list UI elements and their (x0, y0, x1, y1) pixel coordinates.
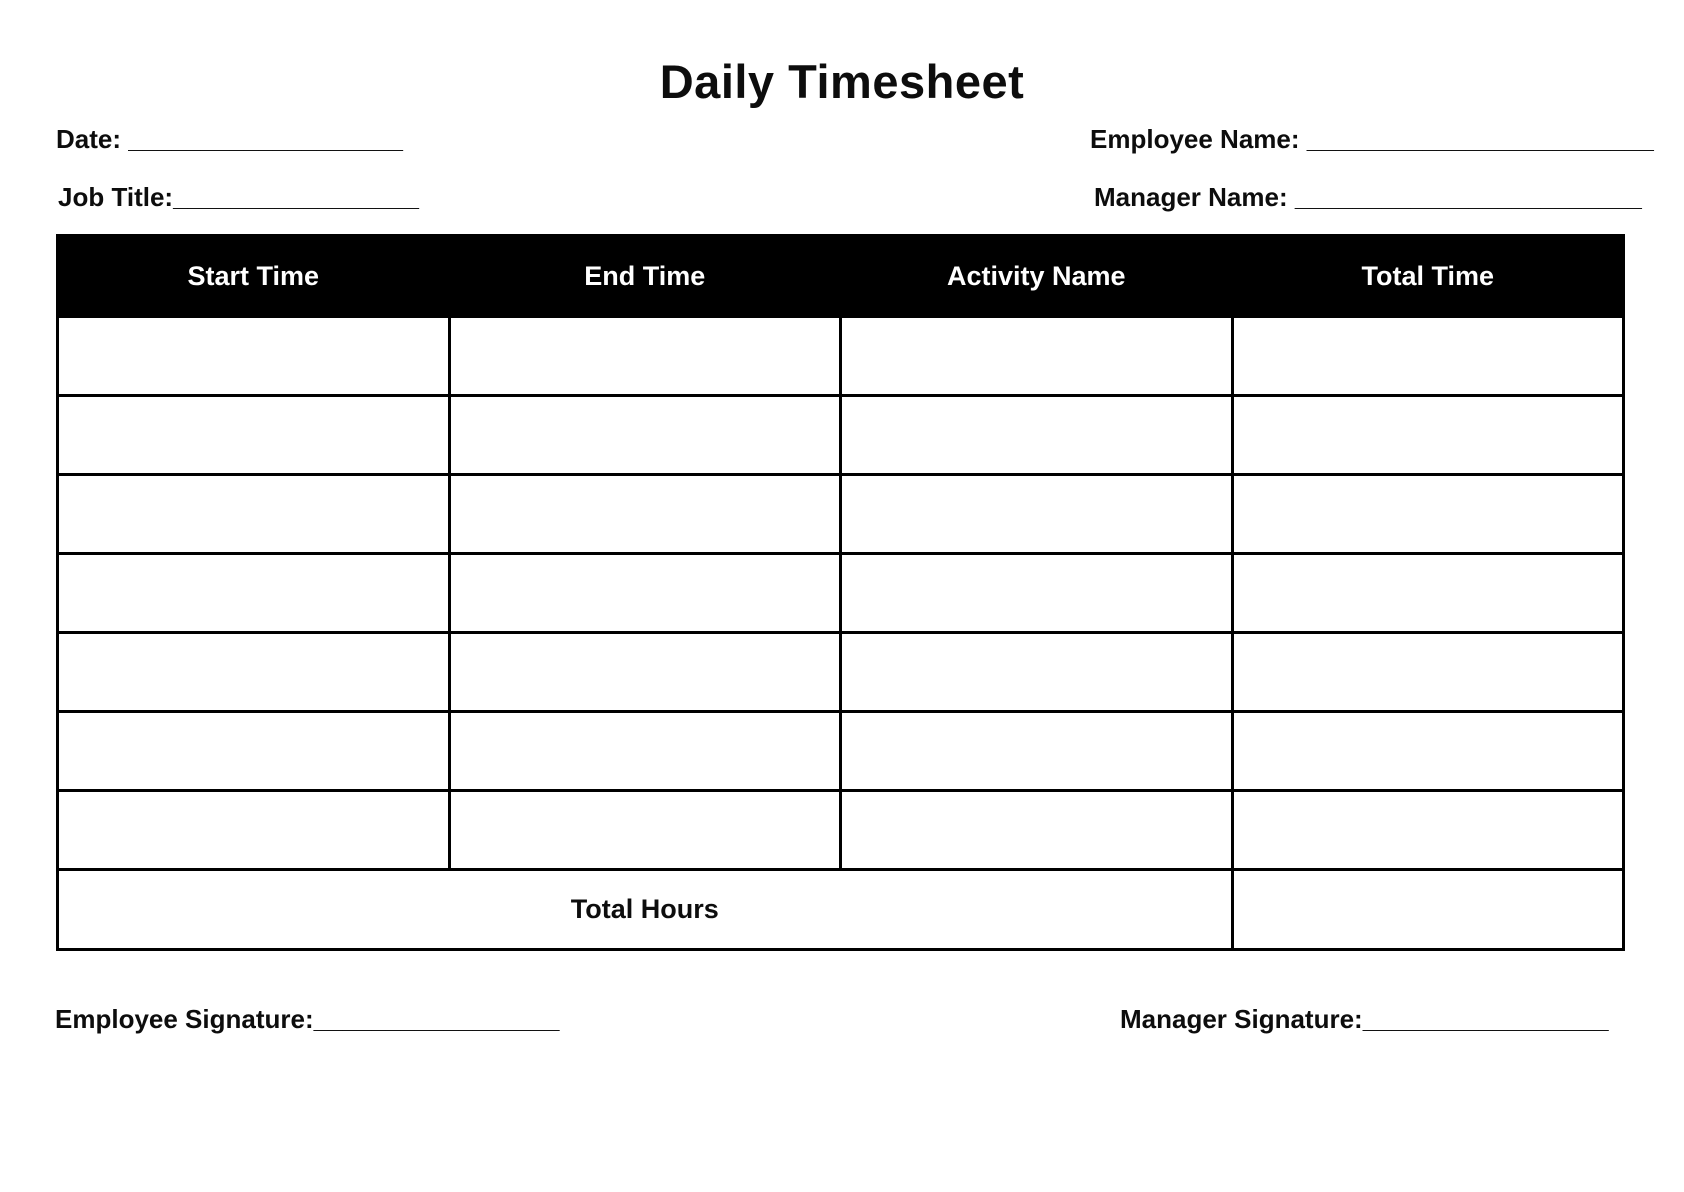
timesheet-empty-row (58, 712, 1624, 791)
timesheet-empty-cell (841, 633, 1233, 712)
manager-signature-blank-line: _________________ (1362, 1004, 1609, 1034)
timesheet-empty-row (58, 396, 1624, 475)
timesheet-empty-row (58, 633, 1624, 712)
timesheet-empty-cell (841, 554, 1233, 633)
timesheet-header-row (58, 236, 1624, 317)
timesheet-empty-row (58, 791, 1624, 870)
timesheet-empty-cell (58, 712, 450, 791)
column-header-activity-name: Activity Name (841, 236, 1233, 317)
timesheet-empty-cell (449, 554, 841, 633)
timesheet-empty-cell (449, 396, 841, 475)
timesheet-empty-cell (58, 317, 450, 396)
timesheet-empty-row (58, 475, 1624, 554)
timesheet-body (58, 317, 1624, 870)
manager-name-blank-line: ________________________ (1294, 182, 1642, 212)
timesheet-empty-row (58, 554, 1624, 633)
column-header-total-time: Total Time (1232, 236, 1624, 317)
timesheet-empty-cell (58, 475, 450, 554)
timesheet-empty-cell (1232, 633, 1624, 712)
timesheet-empty-cell (1232, 554, 1624, 633)
timesheet-empty-cell (449, 317, 841, 396)
total-hours-label: Total Hours (58, 870, 1233, 950)
timesheet-empty-cell (58, 554, 450, 633)
timesheet-empty-row (58, 317, 1624, 396)
timesheet-empty-cell (58, 633, 450, 712)
timesheet-empty-cell (58, 396, 450, 475)
timesheet-empty-cell (449, 475, 841, 554)
employee-signature-blank-line: _________________ (313, 1004, 560, 1034)
timesheet-empty-cell (1232, 396, 1624, 475)
timesheet-empty-cell (58, 791, 450, 870)
timesheet-empty-cell (1232, 317, 1624, 396)
date-field (56, 124, 403, 155)
total-hours-row (58, 870, 1624, 950)
timesheet-empty-cell (841, 712, 1233, 791)
employee-name-field (1090, 124, 1654, 155)
timesheet-table (56, 234, 1625, 951)
timesheet-empty-cell (449, 712, 841, 791)
date-blank-line: ___________________ (128, 124, 403, 154)
employee-name-label: Employee Name: (1090, 124, 1307, 154)
job-title-label: Job Title: (58, 182, 174, 212)
column-header-end-time: End Time (449, 236, 841, 317)
page-title: Daily Timesheet (659, 55, 1025, 108)
column-header-start-time: Start Time (58, 236, 450, 317)
date-label: Date: (56, 124, 129, 154)
timesheet-empty-cell (841, 317, 1233, 396)
employee-signature-label: Employee Signature: (55, 1004, 314, 1034)
timesheet-empty-cell (1232, 475, 1624, 554)
total-hours-value-cell (1232, 870, 1624, 950)
job-title-blank-line: _________________ (173, 182, 419, 212)
timesheet-empty-cell (841, 791, 1233, 870)
employee-name-blank-line: ________________________ (1306, 124, 1654, 154)
timesheet-empty-cell (449, 633, 841, 712)
manager-signature-field (1120, 1004, 1609, 1035)
employee-signature-field (55, 1004, 559, 1035)
job-title-field (58, 182, 419, 213)
timesheet-empty-cell (449, 791, 841, 870)
manager-name-label: Manager Name: (1094, 182, 1295, 212)
timesheet-empty-cell (841, 396, 1233, 475)
timesheet-empty-cell (1232, 712, 1624, 791)
timesheet-empty-cell (1232, 791, 1624, 870)
timesheet-empty-cell (841, 475, 1233, 554)
manager-signature-label: Manager Signature: (1120, 1004, 1363, 1034)
manager-name-field (1094, 182, 1642, 213)
